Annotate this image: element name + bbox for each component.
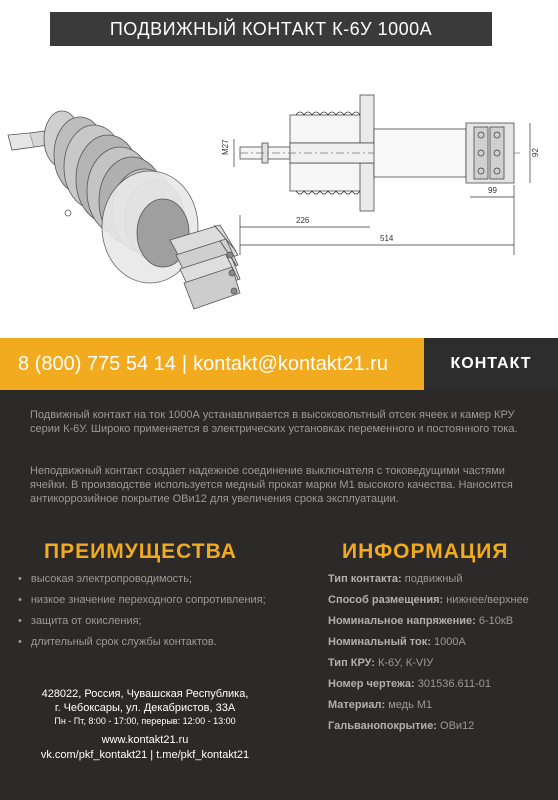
- website-link[interactable]: www.kontakt21.ru: [101, 734, 189, 746]
- logo-text: КОНТАКТ: [450, 355, 532, 372]
- description-paragraph-1: Подвижный контакт на ток 1000А устанавливается в высоковольтный отсек ячеек и камер КРУ серии К-6У. Широко применяется в электрических установках переменного и постоянного тока.: [30, 409, 518, 435]
- working-hours: Пн - Пт, 8:00 - 17:00, перерыв: 12:00 - 13:00: [54, 716, 236, 726]
- product-drawings: [0, 55, 558, 330]
- info-row: Материал: медь М1: [328, 699, 433, 711]
- bullet-icon: •: [18, 573, 22, 585]
- info-row: Номинальный ток: 1000А: [328, 636, 466, 648]
- page-title-bar: [50, 12, 492, 46]
- description-paragraph-2: Неподвижный контакт создает надежное соединение выключателя с токоведущими частями ячейки. В производстве используется медный прокат марки М1 высокого качества. Наносится антикоррозийное покрытие ОВи12 для увеличения срока эксплуатации.: [30, 465, 513, 505]
- contact-separator: |: [181, 352, 188, 375]
- bullet-icon: •: [18, 594, 22, 606]
- list-item: • длительный срок службы контактов.: [18, 636, 217, 648]
- social-links[interactable]: vk.com/pkf_kontakt21 | t.me/pkf_kontakt21: [40, 749, 250, 761]
- dim-99: 99: [488, 186, 497, 195]
- list-item: • низкое значение переходного сопротивления;: [18, 594, 266, 606]
- information-list: [328, 573, 529, 741]
- advantages-heading: ПРЕИМУЩЕСТВА: [44, 540, 237, 563]
- address-line-2: г. Чебоксары, ул. Декабристов, 33А: [54, 702, 236, 714]
- phone-number[interactable]: 8 (800) 775 54 14: [18, 352, 176, 375]
- company-logo: [424, 338, 558, 390]
- info-row: Номер чертежа: 301536.611-01: [328, 678, 491, 690]
- bullet-icon: •: [18, 636, 22, 648]
- dim-514: 514: [380, 234, 394, 243]
- info-row: Тип КРУ: К-6У, К-VIУ: [328, 657, 434, 669]
- product-drawing-svg: [0, 55, 558, 330]
- info-row: Номинальное напряжение: 6-10кВ: [328, 615, 514, 627]
- dim-92: 92: [531, 148, 540, 157]
- contact-line: [18, 338, 388, 390]
- info-row: Способ размещения: нижнее/верхнее: [328, 594, 529, 606]
- information-heading: ИНФОРМАЦИЯ: [342, 540, 509, 563]
- isometric-contact-illustration: [8, 111, 240, 309]
- info-row: Тип контакта: подвижный: [328, 573, 463, 585]
- info-row: Гальванопокрытие: ОВи12: [328, 720, 475, 732]
- list-item: • высокая электропроводимость;: [18, 573, 193, 585]
- email-link[interactable]: kontakt@kontakt21.ru: [193, 352, 388, 375]
- page-title: ПОДВИЖНЫЙ КОНТАКТ К-6У 1000А: [109, 18, 433, 39]
- bullet-icon: •: [18, 615, 22, 627]
- list-item: • защита от окисления;: [18, 615, 142, 627]
- technical-drawing: [234, 95, 530, 255]
- dim-226: 226: [296, 216, 310, 225]
- advantages-list: [18, 573, 266, 657]
- dim-thread: М27: [221, 139, 230, 155]
- address-line-1: 428022, Россия, Чувашская Республика,: [41, 688, 249, 700]
